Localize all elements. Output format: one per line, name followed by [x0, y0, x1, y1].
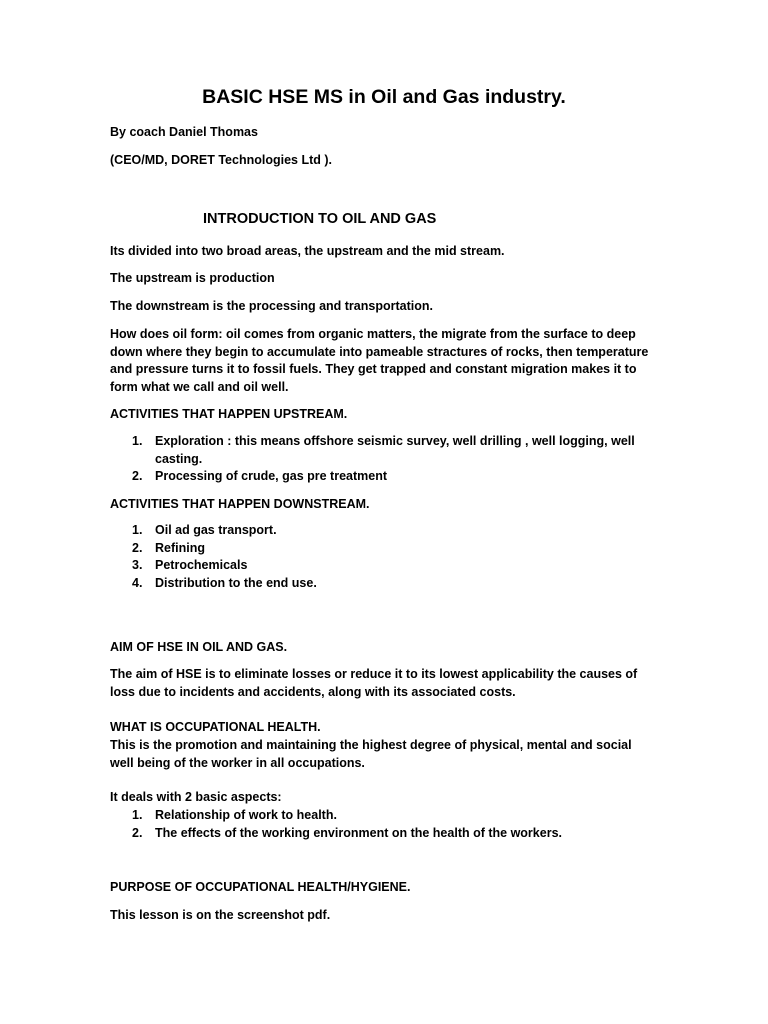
list-number: 1. — [132, 434, 143, 448]
list-item — [110, 540, 650, 558]
occupational-health-paragraph: This is the promotion and maintaining the highest degree of physical, mental and social well being of the worker in all occupations. — [110, 738, 632, 770]
upstream-list — [110, 433, 650, 486]
author-line: By coach Daniel Thomas — [110, 125, 258, 139]
aim-heading: AIM OF HSE IN OIL AND GAS. — [110, 640, 288, 654]
list-item-text: Processing of crude, gas pre treatment — [155, 469, 388, 484]
list-item — [110, 807, 650, 825]
list-number: 1. — [132, 808, 143, 822]
paragraph-oil-formation: How does oil form: oil comes from organic matters, the migrate from the surface to deep down where they begin to accumulate into pameable stractures of rocks, then temperature and pressure turns it to fossil fuels. They get trapped and constant migration makes it to form what we call and oil well. — [110, 327, 649, 394]
list-number: 2. — [132, 540, 143, 555]
list-item-text: Exploration : this means offshore seismic survey, well drilling , well logging, well casting. — [155, 434, 635, 466]
list-item-text: Relationship of work to health. — [155, 808, 337, 822]
aim-paragraph: The aim of HSE is to eliminate losses or reduce it to its lowest applicability the causes of loss due to incidents and accidents, along with its associated costs. — [110, 667, 638, 699]
list-number: 1. — [132, 523, 143, 537]
paragraph-downstream: The downstream is the processing and transportation. — [110, 299, 433, 313]
list-number: 4. — [132, 575, 143, 590]
list-item-text: Petrochemicals — [155, 558, 248, 573]
document-title: BASIC HSE MS in Oil and Gas industry. — [202, 86, 566, 108]
downstream-list — [110, 522, 650, 592]
paragraph-divided: Its divided into two broad areas, the upstream and the mid stream. — [110, 244, 505, 258]
list-item — [110, 825, 650, 843]
list-item-text: Oil ad gas transport. — [155, 523, 277, 537]
list-number: 2. — [132, 825, 143, 840]
list-item — [110, 522, 650, 540]
purpose-heading: PURPOSE OF OCCUPATIONAL HEALTH/HYGIENE. — [110, 880, 411, 894]
list-number: 2. — [132, 469, 143, 484]
downstream-heading: ACTIVITIES THAT HAPPEN DOWNSTREAM. — [110, 497, 370, 511]
aspects-list — [110, 807, 650, 842]
author-role: (CEO/MD, DORET Technologies Ltd ). — [110, 153, 332, 167]
list-item — [110, 468, 650, 486]
aspects-intro: It deals with 2 basic aspects: — [110, 790, 282, 804]
list-item — [110, 575, 650, 593]
intro-heading: INTRODUCTION TO OIL AND GAS — [203, 211, 437, 227]
paragraph-upstream: The upstream is production — [110, 271, 275, 285]
list-item — [110, 433, 650, 468]
lesson-note: This lesson is on the screenshot pdf. — [110, 908, 331, 922]
upstream-heading: ACTIVITIES THAT HAPPEN UPSTREAM. — [110, 407, 348, 421]
list-item — [110, 557, 650, 575]
list-item-text: Refining — [155, 540, 205, 555]
occupational-health-heading: WHAT IS OCCUPATIONAL HEALTH. — [110, 720, 321, 734]
list-item-text: The effects of the working environment on the health of the workers. — [155, 825, 562, 840]
list-item-text: Distribution to the end use. — [155, 575, 317, 590]
list-number: 3. — [132, 558, 143, 573]
